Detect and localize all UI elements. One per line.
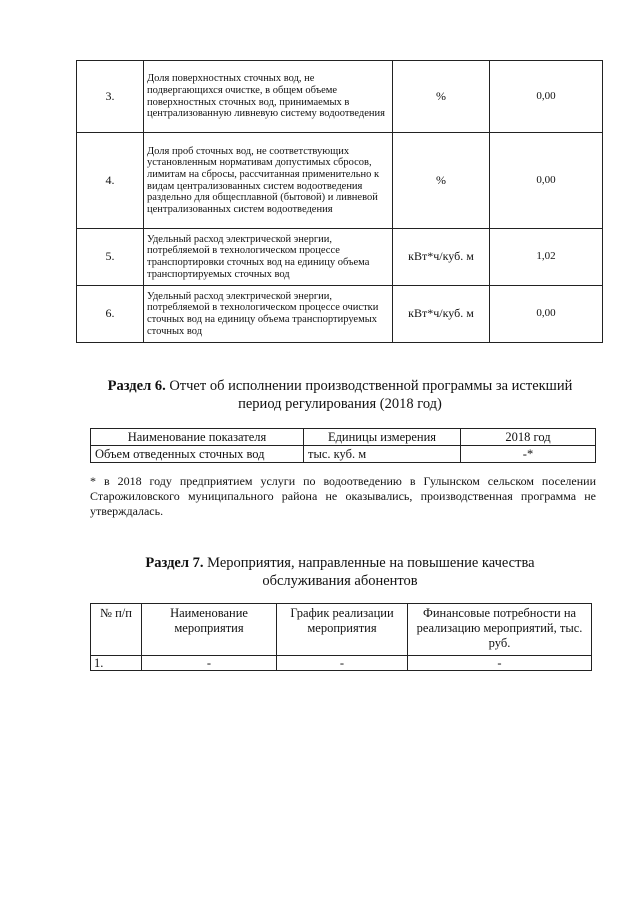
measure-name: - <box>142 656 277 671</box>
row-number: 3. <box>77 61 144 133</box>
indicator-name: Объем отведенных сточных вод <box>91 446 304 463</box>
indicator-value: -* <box>461 446 596 463</box>
section7-title <box>70 554 610 590</box>
footnote: * в 2018 году предприятием услуги по водоотведению в Гулынском сельском поселении Старожиловского муниципального района не оказывались, производственная программа не утверждалась. <box>90 474 596 518</box>
section7-title-line2: обслуживания абонентов <box>262 573 418 589</box>
column-header: 2018 год <box>461 429 596 446</box>
section6-title-line2: период регулирования (2018 год) <box>238 396 442 412</box>
column-header: Наименование показателя <box>91 429 304 446</box>
section6-title-line1: Отчет об исполнении производственной программы за истекший <box>165 378 573 394</box>
indicator-description: Удельный расход электрической энергии, потребляемой в технологическом процессе очистки сточных вод на единицу объема транспортируемых сточных вод <box>144 286 393 343</box>
table-row <box>77 286 603 343</box>
column-header: № п/п <box>91 604 142 656</box>
measure-financing: - <box>408 656 592 671</box>
table-header-row <box>91 429 596 446</box>
table-header-row <box>91 604 592 656</box>
section7-title-line1: Мероприятия, направленные на повышение качества <box>203 555 535 571</box>
indicator-unit: кВт*ч/куб. м <box>393 229 490 286</box>
indicators-table <box>76 60 603 343</box>
indicator-unit: кВт*ч/куб. м <box>393 286 490 343</box>
section7-label: Раздел 7. <box>145 555 204 571</box>
indicator-value: 0,00 <box>490 286 603 343</box>
table-row <box>77 61 603 133</box>
measure-schedule: - <box>277 656 408 671</box>
column-header: Финансовые потребности на реализацию мероприятий, тыс. руб. <box>408 604 592 656</box>
indicator-description: Удельный расход электрической энергии, потребляемой в технологическом процессе транспортировки сточных вод на единицу объема транспортируемых сточных вод <box>144 229 393 286</box>
indicator-description: Доля проб сточных вод, не соответствующих установленным нормативам допустимых сбросов, лимитам на сбросы, рассчитанная применительно к видам централизованных систем водоотведения раздельно для общесплавной (бытовой) и ливневой централизованных систем водоотведения <box>144 133 393 229</box>
table-row <box>77 133 603 229</box>
indicator-unit: % <box>393 61 490 133</box>
row-number: 1. <box>91 656 142 671</box>
indicator-description: Доля поверхностных сточных вод, не подвергающихся очистке, в общем объеме поверхностных сточных вод, принимаемых в централизованную ливневую систему водоотведения <box>144 61 393 133</box>
indicator-value: 1,02 <box>490 229 603 286</box>
indicator-value: 0,00 <box>490 133 603 229</box>
section6-label: Раздел 6. <box>107 378 166 394</box>
column-header: Наименование мероприятия <box>142 604 277 656</box>
indicator-value: 0,00 <box>490 61 603 133</box>
row-number: 5. <box>77 229 144 286</box>
section6-title <box>70 377 610 413</box>
table-row <box>91 656 592 671</box>
indicator-unit: тыс. куб. м <box>304 446 461 463</box>
indicator-unit: % <box>393 133 490 229</box>
production-program-table <box>90 428 596 463</box>
column-header: График реализации мероприятия <box>277 604 408 656</box>
table-row <box>91 446 596 463</box>
table-row <box>77 229 603 286</box>
measures-table <box>90 603 592 671</box>
column-header: Единицы измерения <box>304 429 461 446</box>
row-number: 6. <box>77 286 144 343</box>
row-number: 4. <box>77 133 144 229</box>
